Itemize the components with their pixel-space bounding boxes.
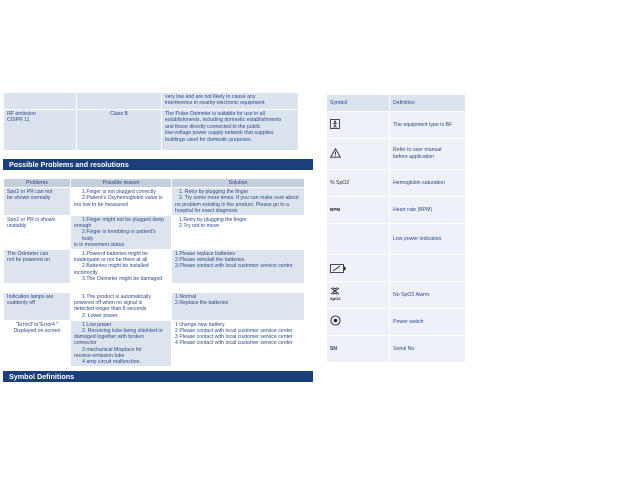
problem-cell: Spo2 or PR can not be shown normally [4,188,70,215]
emc-text: CISPR 11 [7,117,30,124]
symbol-cell [327,170,389,196]
section-heading-problems: Possible Problems and resolutions [3,159,313,170]
definition-cell: The equipment type is BF [390,112,465,138]
table-row [327,112,465,138]
spo2-symbol-text: % SpO2 [330,179,350,186]
solution-cell: 1. Retry by plugging the finger 2. Try some more times, If you can make sure about no problem existing in the product. Please go to a hospital for exact diagnosis [172,188,304,215]
emc-text: establishments, including domestic establishments [165,117,282,124]
table-row [327,255,465,281]
emc-text: Class B [110,111,128,117]
reason-cell: 1 Low power 2. Receiving tube being shielded or damaged together with broken connector 3 mechanical Misplace for receive-emission tube 4 amp circuit malfunction. [71,321,171,366]
emc-text: interference in nearby electronic equipment. [165,100,266,107]
emc-text: and those directly connected to the public [165,123,261,130]
table-row [4,216,304,249]
emc-cell [4,110,76,150]
emc-cell [4,93,76,109]
solution-cell: 1.Please replace batteries 2.Please reinstall the batteries 3.Please contact with local customer service centre [172,250,304,283]
section-heading-symbols: Symbol Definitions [3,371,313,382]
table-row [327,224,465,254]
table-row [4,293,304,320]
symbol-cell [327,112,389,138]
symbol-cell [327,282,389,308]
emc-text: The Pulse Oximeter is suitable for use in all [165,111,265,117]
power-switch-icon [330,315,341,326]
definition-cell: Power switch [390,309,465,335]
symbol-cell [327,224,389,254]
definition-cell: Heart rate (BPM) [390,197,465,223]
table-row [327,282,465,308]
emc-table [3,92,299,151]
table-row [4,321,304,366]
problem-cell: "Error3"or"Error4 " Displayed on screen [4,321,70,366]
solution-cell: 1.Normal 2.Replace the batteries [172,293,304,320]
table-row [327,309,465,335]
reason-cell: 1.Powerof batteries might be inadequate or not be there at all 2.Batteries might be installed incorrectly 3.The Oximeter might be damaged [71,250,171,283]
column-header: Symbol [327,95,389,111]
column-header: Solution [172,179,304,187]
definition-cell: No SpO2 Alarm [390,282,465,308]
emc-cell [162,93,298,109]
emc-cell [77,110,161,150]
column-header: Definition [390,95,465,111]
table-row [4,284,304,292]
column-header: Problems [4,179,70,187]
problems-table [3,178,305,367]
symbol-cell [327,197,389,223]
problem-cell: Spo2 or PR is shown unstably [4,216,70,249]
emc-cell [77,93,161,109]
symbol-table [326,94,466,363]
definition-cell: Hemoglobin saturation [390,170,465,196]
low-battery-icon [330,264,346,273]
symbol-cell [327,336,389,362]
reason-cell: 1.Finger might not be plugged deep enough 2.Finger is trembling or patient's body is in movement status [71,216,171,249]
emc-text: RF emission [7,111,36,117]
symbol-cell [327,309,389,335]
reason-cell: 1.The product is automatically powered off when no signal is detected longer than 8 seconds 2. Lower power [71,293,171,320]
problem-cell: The Oximeter can not be powered on [4,250,70,283]
symbol-cell [327,139,389,169]
definition-cell: Refer to user manual before application [390,139,465,169]
table-row [327,197,465,223]
emc-cell [162,110,298,150]
definition-cell [390,255,465,281]
no-alarm-symbol-text: SpO2 [330,296,341,301]
table-row [327,170,465,196]
definition-cell: Serial No [390,336,465,362]
emc-text: very low and are not likely to cause any [165,94,256,100]
solution-cell: 1.Retry by plugging the finger 2.Try not to move [172,216,304,249]
type-bf-icon [330,119,340,129]
table-row [327,336,465,362]
emc-text: buildings used for domestic purposes. [165,136,253,143]
emc-text: low-voltage power supply network that supplies [165,130,274,137]
no-alarm-icon [330,287,340,295]
reason-cell: 1.Finger is not plugged correctly 2.Patient's Oxyhemoglobin value is too low to be measured [71,188,171,215]
serial-number-symbol-text: SN [330,345,337,352]
definition-cell: Low power indication [390,224,465,254]
problem-cell: Indication lamps are suddenly off [4,293,70,320]
warning-triangle-icon [330,148,341,158]
solution-cell: 1 change new battery 2 Please contact with local customer service center 3 Please contact with local customer service center 4 Please contact with local customer service center [172,321,304,366]
symbol-cell [327,255,389,281]
table-row [4,188,304,215]
table-row [4,250,304,283]
column-header: Possible reason [71,179,171,187]
table-row [327,139,465,169]
bpm-symbol-text: BPM [330,207,341,212]
